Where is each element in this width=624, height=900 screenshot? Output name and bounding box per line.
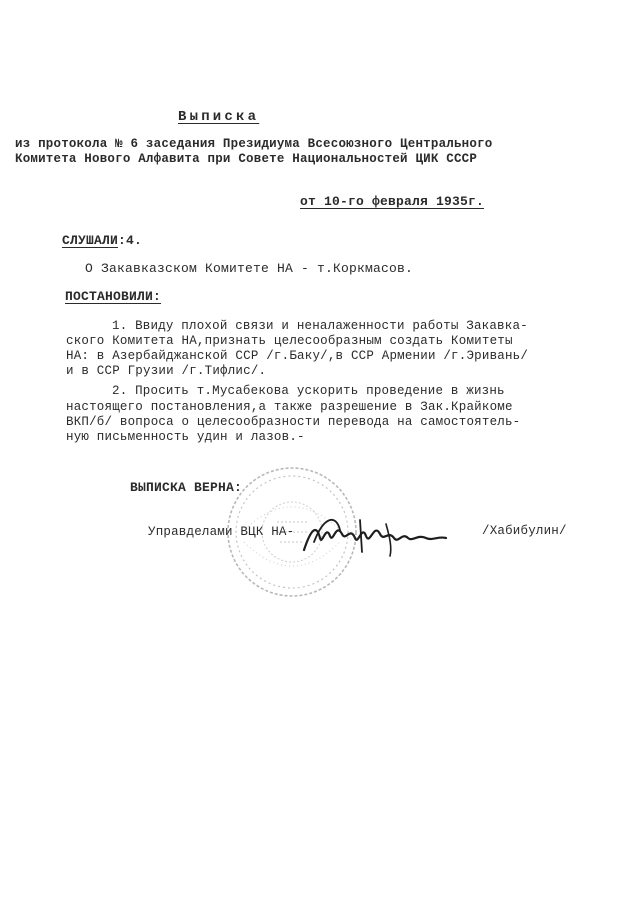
heard-heading: [62, 234, 142, 248]
heard-text: О Закавказском Комитете НА - т.Коркмасов.: [85, 261, 414, 276]
office-label: Управделами ВЦК НА-: [148, 525, 295, 539]
paragraph-2-line-3: ВКП/б/ вопроса о целесообразности перевода на самостоятель-: [66, 415, 521, 429]
subtitle-line-1: из протокола № 6 заседания Президиума Всесоюзного Центрального: [15, 137, 493, 151]
handwritten-signature: [300, 512, 450, 562]
document-title: Выписка: [178, 109, 260, 125]
paragraph-1-line-2: ского Комитета НА,признать целесообразным создать Комитеты: [66, 334, 513, 348]
resolved-heading: ПОСТАНОВИЛИ:: [65, 289, 162, 304]
paragraph-2-line-2: настоящего постановления,а также разрешение в Зак.Крайкоме: [66, 400, 513, 414]
document-date: от 10-го февраля 1935г.: [300, 194, 485, 209]
paragraph-2-line-1: 2. Просить т.Мусабекова ускорить проведение в жизнь: [112, 384, 505, 398]
extract-correct-label: ВЫПИСКА ВЕРНА:: [130, 480, 243, 495]
heard-label: СЛУШАЛИ: [62, 233, 119, 248]
paragraph-1-line-1: 1. Ввиду плохой связи и неналаженности работы Закавка-: [112, 319, 528, 333]
paragraph-2-line-4: ную письменность удин и лазов.-: [66, 430, 305, 444]
paragraph-1-line-3: НА: в Азербайджанской ССР /г.Баку/,в ССР Армении /г.Эривань/: [66, 349, 529, 363]
heard-number: :4.: [118, 233, 143, 248]
subtitle-line-2: Комитета Нового Алфавита при Совете Национальностей ЦИК СССР: [15, 152, 478, 166]
signer-name: /Хабибулин/: [482, 524, 567, 538]
paragraph-1-line-4: и в ССР Грузии /г.Тифлис/.: [66, 364, 267, 378]
